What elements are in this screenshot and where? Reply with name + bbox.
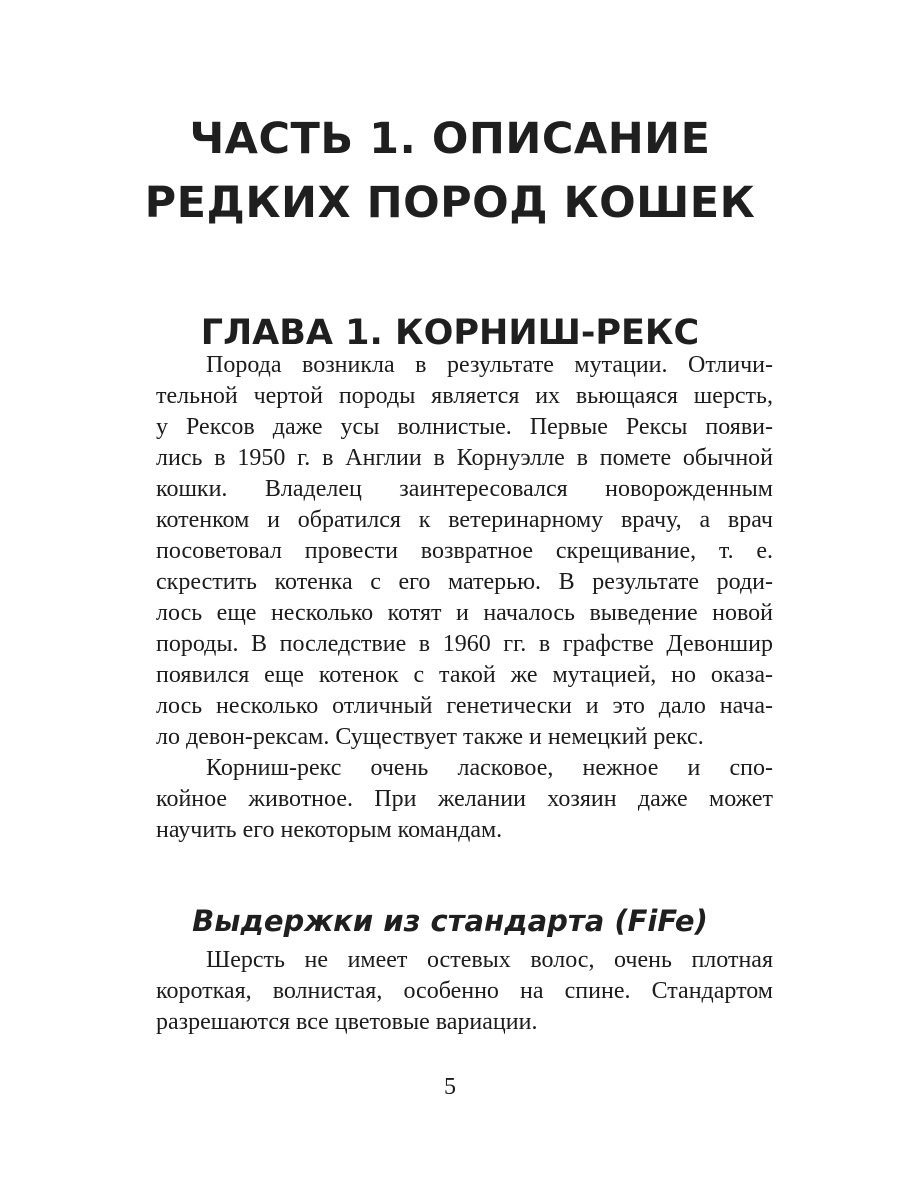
chapter-title: ГЛАВА 1. КОРНИШ-РЕКС: [200, 313, 700, 354]
part-title-line-1: ЧАСТЬ 1. ОПИСАНИЕ: [189, 113, 711, 164]
text-line: породы. В последствие в 1960 гг. в графстве Девоншир: [156, 631, 773, 657]
text-line: лись в 1950 г. в Англии в Корнуэлле в помете обычной: [156, 445, 773, 471]
standard-body: [156, 945, 773, 1038]
text-line: лось несколько отличный генетически и это дало нача-: [156, 693, 773, 719]
paragraph-3: [156, 945, 773, 1038]
text-line: разрешаются все цветовые вариации.: [156, 1009, 538, 1035]
paragraph-2: [156, 753, 773, 846]
section-title: Выдержки из стандарта (FiFe): [192, 904, 708, 938]
chapter-body: [156, 350, 773, 846]
part-title: [0, 107, 900, 235]
text-line: посоветовал провести возвратное скрещивание, т. е.: [156, 538, 773, 564]
text-line: Порода возникла в результате мутации. Отличи-: [206, 352, 773, 378]
text-line: тельной чертой породы является их вьющаяся шерсть,: [156, 383, 773, 409]
part-title-line-2: РЕДКИХ ПОРОД КОШЕК: [144, 177, 756, 228]
text-line: у Рексов даже усы волнистые. Первые Рексы появи-: [156, 414, 773, 440]
text-line: Шерсть не имеет остевых волос, очень плотная: [206, 947, 773, 973]
text-line: короткая, волнистая, особенно на спине. Стандартом: [156, 978, 773, 1004]
text-line: ло девон-рексам. Существует также и немецкий рекс.: [156, 724, 704, 750]
text-line: койное животное. При желании хозяин даже может: [156, 786, 773, 812]
text-line: лось еще несколько котят и началось выведение новой: [156, 600, 773, 626]
paragraph-1: [156, 350, 773, 753]
text-line: Корниш-рекс очень ласковое, нежное и спо-: [206, 755, 773, 781]
text-line: научить его некоторым командам.: [156, 817, 503, 843]
page-number: 5: [444, 1074, 456, 1100]
text-line: появился еще котенок с такой же мутацией, но оказа-: [156, 662, 773, 688]
text-line: скрестить котенка с его матерью. В результате роди-: [156, 569, 773, 595]
text-line: кошки. Владелец заинтересовался новорожденным: [156, 476, 773, 502]
text-line: котенком и обратился к ветеринарному врачу, а врач: [156, 507, 773, 533]
